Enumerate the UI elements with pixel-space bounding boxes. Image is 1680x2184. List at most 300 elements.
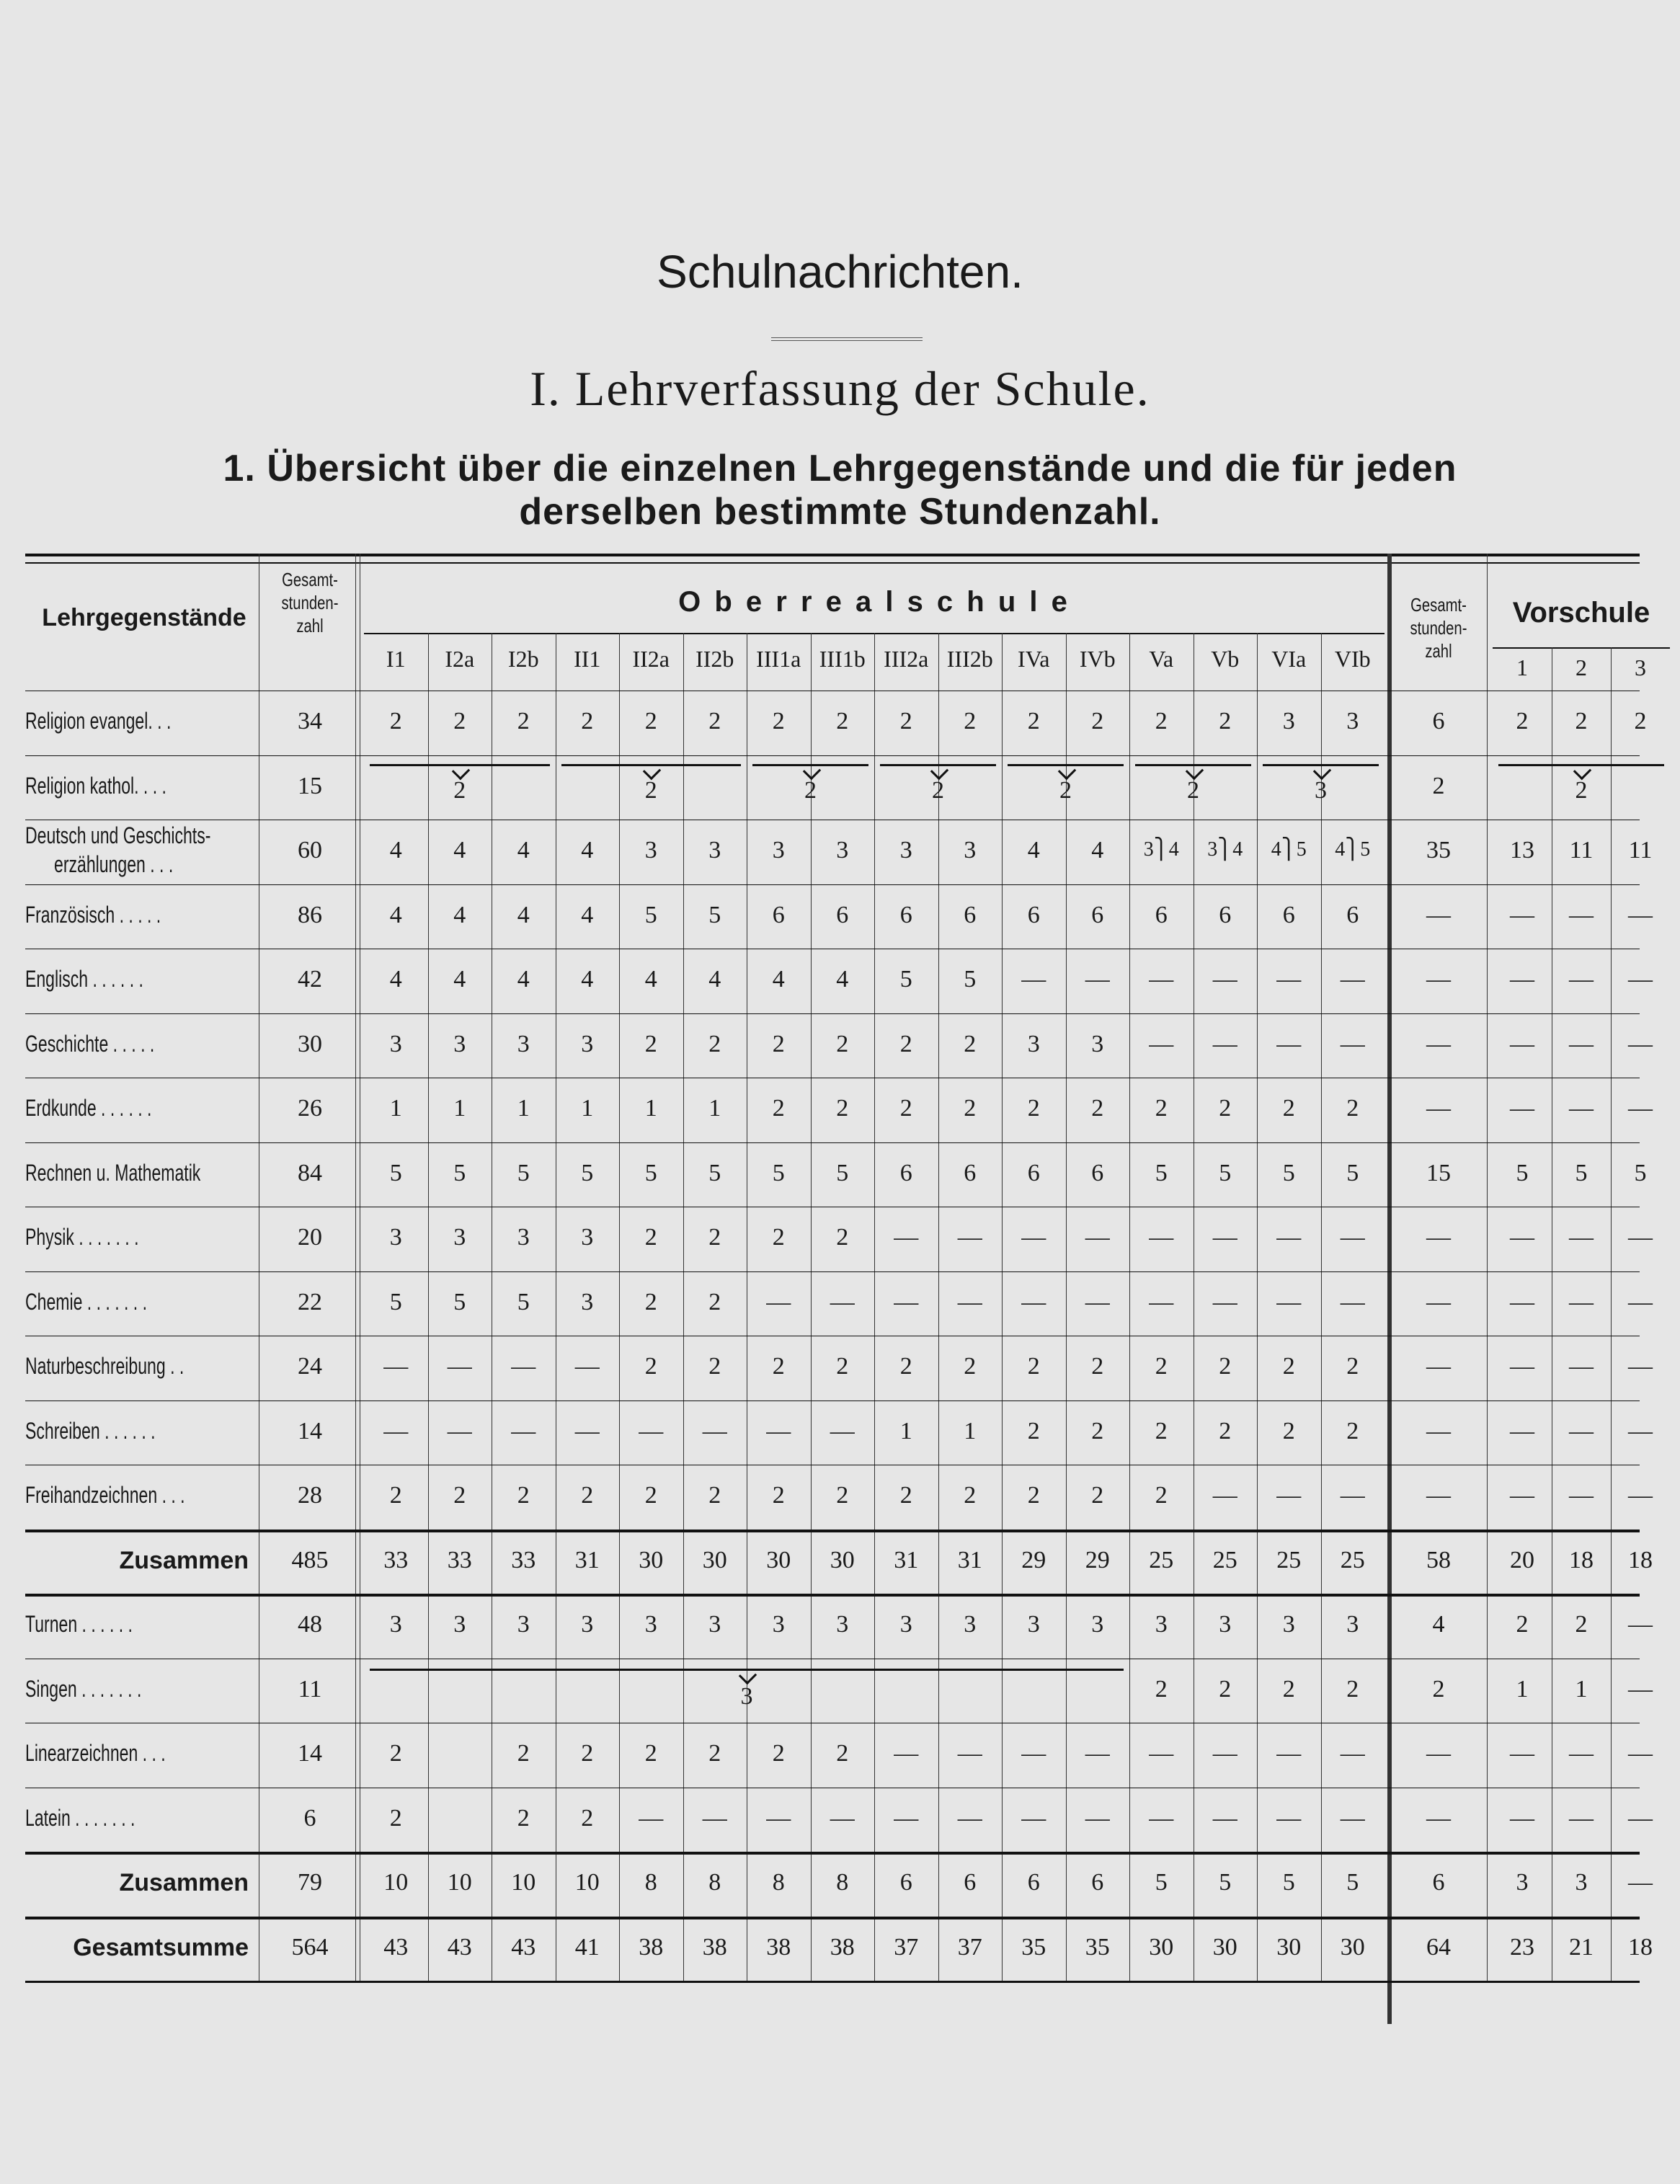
row-cell: 2	[581, 1482, 594, 1509]
row-cell: 2	[899, 1482, 912, 1509]
row-cell: 2	[899, 708, 912, 734]
row-cell: 3	[644, 1611, 657, 1638]
row-cell: 5	[1282, 1869, 1295, 1896]
row-cell: 2	[899, 1353, 912, 1380]
row-vcell: —	[1569, 1353, 1594, 1380]
row-total-2: 2	[1432, 1675, 1445, 1703]
row-cell: 3⎫4	[1143, 838, 1179, 861]
row-total-2: 35	[1426, 837, 1451, 864]
row-cell: 3	[772, 1611, 785, 1638]
row-vcell: —	[1510, 1224, 1534, 1251]
row-cell: —	[1276, 1224, 1302, 1251]
row-cell: —	[1085, 1288, 1110, 1315]
row-cell: 31	[894, 1546, 919, 1573]
row-total-2: —	[1426, 966, 1451, 993]
row-cell: 5	[1346, 1159, 1359, 1186]
header-vclass: 1	[1516, 654, 1528, 680]
row-cell: 6	[1027, 1159, 1040, 1186]
row-cell: 4	[581, 966, 594, 993]
row-cell: 3	[1282, 1611, 1295, 1638]
row-cell: 2	[1027, 1353, 1040, 1380]
row-cell: 2	[836, 1030, 849, 1057]
row-cell: —	[1212, 966, 1237, 993]
row-cell: —	[1212, 1030, 1237, 1057]
row-cell: 3	[389, 1224, 402, 1251]
row-rule	[25, 1530, 1640, 1532]
row-cell: 30	[766, 1546, 791, 1573]
row-rule	[25, 1271, 1640, 1272]
row-rule	[25, 884, 1640, 885]
row-vcell: —	[1569, 1417, 1594, 1444]
header-oberrealschule: O b e r r e a l s c h u l e	[678, 586, 1070, 618]
row-cell: —	[1276, 1804, 1302, 1832]
row-cell: 30	[639, 1546, 664, 1573]
row-cell: 2	[964, 708, 977, 734]
row-cell: 3	[644, 837, 657, 864]
row-vcell: 23	[1510, 1933, 1534, 1961]
group-value: 2	[1059, 776, 1072, 804]
row-rule	[25, 1400, 1640, 1401]
group-brace	[1135, 764, 1251, 766]
header-class: I2b	[507, 646, 539, 672]
row-cell: 37	[957, 1933, 982, 1961]
row-cell: 30	[702, 1546, 727, 1573]
row-cell: 8	[644, 1869, 657, 1896]
row-cell: 2	[1091, 1482, 1104, 1509]
page-title: Schulnachrichten.	[657, 246, 1023, 298]
row-cell: 2	[1155, 1353, 1168, 1380]
row-cell: 2	[836, 708, 849, 734]
row-cell: 4	[772, 966, 785, 993]
row-cell: 2	[964, 1482, 977, 1509]
row-cell: —	[1276, 1030, 1302, 1057]
row-cell: 6	[1027, 1869, 1040, 1896]
row-cell: —	[1021, 1224, 1046, 1251]
row-cell: 2	[644, 1288, 657, 1315]
title-divider	[771, 337, 923, 341]
span-value: 3	[740, 1682, 753, 1710]
row-cell: 2	[453, 708, 466, 734]
row-total: 28	[298, 1482, 322, 1509]
row-cell: 5	[1219, 1869, 1232, 1896]
row-cell: 6	[899, 1869, 912, 1896]
row-vcell: —	[1569, 901, 1594, 928]
row-vcell: —	[1628, 1611, 1653, 1638]
group-value: 2	[644, 776, 657, 804]
row-cell: 2	[1155, 1417, 1168, 1444]
row-total-2: —	[1426, 901, 1451, 928]
row-cell: 3	[772, 837, 785, 864]
span-brace	[370, 1669, 1124, 1671]
row-cell: 2	[772, 1030, 785, 1057]
row-cell: 2	[644, 1353, 657, 1380]
row-cell: —	[702, 1417, 727, 1444]
row-cell: —	[574, 1417, 600, 1444]
row-rule	[25, 1013, 1640, 1014]
row-cell: —	[639, 1417, 664, 1444]
row-cell: —	[894, 1740, 919, 1767]
row-cell: 8	[836, 1869, 849, 1896]
header-class: III1a	[756, 646, 801, 672]
row-total-2: —	[1426, 1224, 1451, 1251]
row-cell: 6	[1155, 901, 1168, 928]
row-cell: —	[894, 1288, 919, 1315]
row-total: 84	[298, 1159, 322, 1186]
header-vorschule: Vorschule	[1512, 597, 1650, 629]
row-cell: 37	[894, 1933, 919, 1961]
row-cell: 2	[1155, 708, 1168, 734]
row-cell: 5	[453, 1288, 466, 1315]
row-cell: 2	[899, 1030, 912, 1057]
row-cell: 1	[708, 1095, 721, 1122]
row-cell: —	[1212, 1482, 1237, 1509]
row-vcell: 2	[1575, 1611, 1588, 1638]
header-class: II1	[574, 646, 601, 672]
row-vcell: —	[1569, 1095, 1594, 1122]
header-total-1	[273, 568, 346, 637]
row-cell: —	[957, 1288, 982, 1315]
header-total-2-line: stunden-	[1410, 617, 1467, 639]
header-class: III2a	[884, 646, 929, 672]
row-total-2: 4	[1432, 1611, 1445, 1638]
row-total-2: 58	[1426, 1546, 1451, 1573]
row-cell: 4	[453, 966, 466, 993]
row-cell: 2	[1282, 1095, 1295, 1122]
row-total: 22	[298, 1288, 322, 1315]
row-vcell: 11	[1569, 837, 1594, 864]
row-cell: 35	[1085, 1933, 1110, 1961]
row-cell: 2	[389, 1740, 402, 1767]
row-cell: 3	[517, 1224, 530, 1251]
header-class: IVa	[1018, 646, 1050, 672]
row-total: 86	[298, 901, 322, 928]
row-vcell: 20	[1510, 1546, 1534, 1573]
row-cell: 2	[1346, 1353, 1359, 1380]
row-total-2: —	[1426, 1740, 1451, 1767]
row-cell: —	[1340, 1482, 1365, 1509]
row-cell: 43	[447, 1933, 472, 1961]
row-vcell: 3	[1516, 1869, 1529, 1896]
table-top-rule	[25, 554, 1640, 556]
row-cell: 25	[1340, 1546, 1365, 1573]
header-class: III1b	[819, 646, 866, 672]
row-cell: 2	[708, 1288, 721, 1315]
row-cell: 2	[836, 1095, 849, 1122]
header-class: II2a	[632, 646, 670, 672]
row-cell: 2	[1091, 1353, 1104, 1380]
row-cell: —	[1085, 1804, 1110, 1832]
row-cell: 4	[517, 901, 530, 928]
row-cell: 10	[574, 1869, 600, 1896]
header-total-1-line: zahl	[296, 615, 324, 636]
row-vcell: 2	[1516, 708, 1529, 734]
row-label: Linearzeichnen . . .	[25, 1740, 166, 1766]
table-bottom-rule	[25, 1981, 1640, 1983]
group-brace	[370, 764, 550, 766]
row-cell: 8	[772, 1869, 785, 1896]
row-total: 26	[298, 1095, 322, 1122]
row-cell: 2	[772, 1353, 785, 1380]
row-cell: —	[1340, 1030, 1365, 1057]
row-vcell: —	[1628, 1224, 1653, 1251]
row-cell: 5	[389, 1159, 402, 1186]
vgroup-brace	[1498, 764, 1664, 766]
row-cell: —	[639, 1804, 664, 1832]
row-total: 42	[298, 966, 322, 993]
row-total-2: —	[1426, 1288, 1451, 1315]
row-cell: 4	[389, 966, 402, 993]
row-label: Chemie . . . . . . .	[25, 1288, 148, 1315]
group-value: 2	[1187, 776, 1199, 804]
row-cell: 38	[702, 1933, 727, 1961]
row-label: Freihandzeichnen . . .	[25, 1482, 185, 1508]
row-cell: 4	[453, 837, 466, 864]
row-cell: 2	[389, 1482, 402, 1509]
row-cell: —	[1021, 1288, 1046, 1315]
table-top-rule-inner	[25, 562, 1640, 564]
row-cell: 3	[581, 1224, 594, 1251]
row-cell: 2	[1155, 1095, 1168, 1122]
row-label: Französisch . . . . .	[25, 901, 161, 928]
row-cell: 4	[581, 901, 594, 928]
row-cell: 5	[453, 1159, 466, 1186]
row-cell: 3	[1346, 1611, 1359, 1638]
row-cell: 2	[772, 708, 785, 734]
row-cell: 3	[964, 1611, 977, 1638]
row-cell: —	[1340, 966, 1365, 993]
row-cell: —	[766, 1804, 791, 1832]
row-cell: 3	[836, 837, 849, 864]
row-cell: 3	[1027, 1030, 1040, 1057]
row-total-2: —	[1426, 1417, 1451, 1444]
column-line	[1487, 554, 1488, 1981]
row-vcell: 2	[1516, 1611, 1529, 1638]
row-cell: 4	[581, 837, 594, 864]
caption-line-2: derselben bestimmte Stundenzahl.	[519, 491, 1161, 533]
row-vcell: 3	[1575, 1869, 1588, 1896]
row-cell: —	[1085, 1740, 1110, 1767]
row-total: 14	[298, 1740, 322, 1767]
header-total-2-line: Gesamt-	[1410, 594, 1467, 616]
row-cell: 4	[836, 966, 849, 993]
row-cell: —	[1149, 1224, 1174, 1251]
row-total-2: —	[1426, 1804, 1451, 1832]
row-cell: 2	[964, 1095, 977, 1122]
row-cell: 2	[1346, 1417, 1359, 1444]
row-cell: 6	[1091, 1869, 1104, 1896]
row-vcell: —	[1628, 1288, 1653, 1315]
row-cell: —	[1340, 1804, 1365, 1832]
header-class: I1	[386, 646, 406, 672]
group-value: 2	[453, 776, 466, 804]
row-total: 564	[291, 1933, 329, 1961]
header-subrule-vorschule	[1493, 647, 1670, 649]
row-cell: 33	[447, 1546, 472, 1573]
row-cell: 4	[644, 966, 657, 993]
header-class: VIa	[1271, 646, 1307, 672]
row-cell: 30	[1340, 1933, 1365, 1961]
row-cell: —	[1149, 966, 1174, 993]
row-vcell: —	[1510, 1288, 1534, 1315]
row-total-2: —	[1426, 1030, 1451, 1057]
row-cell: 2	[517, 1740, 530, 1767]
row-cell: 2	[1091, 1095, 1104, 1122]
row-cell: —	[702, 1804, 727, 1832]
row-cell: 10	[447, 1869, 472, 1896]
row-cell: 6	[1091, 901, 1104, 928]
row-rule	[25, 1917, 1640, 1919]
row-total: 79	[298, 1869, 322, 1896]
row-label: Geschichte . . . . .	[25, 1030, 155, 1057]
header-class: IVb	[1079, 646, 1116, 672]
row-cell: 2	[1282, 1417, 1295, 1444]
row-cell: 5	[1219, 1159, 1232, 1186]
row-vcell: —	[1510, 1095, 1534, 1122]
row-cell: —	[1085, 966, 1110, 993]
row-cell: 38	[766, 1933, 791, 1961]
row-cell: 5	[389, 1288, 402, 1315]
row-cell: —	[447, 1353, 472, 1380]
row-cell: 35	[1021, 1933, 1046, 1961]
row-cell: —	[1085, 1224, 1110, 1251]
row-cell: 43	[383, 1933, 409, 1961]
row-cell: 2	[1219, 1675, 1232, 1703]
row-label: Zusammen	[119, 1869, 249, 1896]
row-label: Naturbeschreibung . .	[25, 1353, 185, 1379]
row-total: 60	[298, 837, 322, 864]
row-cell: 2	[708, 1030, 721, 1057]
row-cell: 6	[899, 901, 912, 928]
row-total: 11	[298, 1675, 322, 1703]
header-vclass: 3	[1635, 654, 1646, 680]
row-cell: —	[574, 1353, 600, 1380]
row-cell: —	[766, 1417, 791, 1444]
row-cell: 5	[836, 1159, 849, 1186]
row-cell: 2	[581, 1740, 594, 1767]
row-cell: —	[1340, 1288, 1365, 1315]
row-label: Schreiben . . . . . .	[25, 1417, 156, 1444]
row-cell: 31	[574, 1546, 600, 1573]
row-vcell: —	[1628, 1740, 1653, 1767]
row-cell: 5	[899, 966, 912, 993]
row-cell: —	[511, 1417, 536, 1444]
row-cell: 2	[772, 1095, 785, 1122]
row-cell: 3	[1219, 1611, 1232, 1638]
row-cell: 33	[511, 1546, 536, 1573]
row-cell: 29	[1021, 1546, 1046, 1573]
row-cell: 2	[1346, 1095, 1359, 1122]
row-cell: 2	[1219, 708, 1232, 734]
row-total: 15	[298, 772, 322, 799]
row-cell: 3	[581, 1288, 594, 1315]
row-cell: 30	[1212, 1933, 1237, 1961]
row-cell: 4	[389, 837, 402, 864]
row-cell: —	[1021, 966, 1046, 993]
row-vcell: —	[1510, 1804, 1534, 1832]
row-cell: 2	[644, 1740, 657, 1767]
row-vcell: —	[1628, 1417, 1653, 1444]
row-total: 14	[298, 1417, 322, 1444]
row-cell: 5	[517, 1288, 530, 1315]
row-cell: —	[957, 1804, 982, 1832]
row-cell: 1	[517, 1095, 530, 1122]
row-vcell: 18	[1628, 1933, 1653, 1961]
header-total-2	[1402, 593, 1475, 662]
row-cell: 6	[964, 1159, 977, 1186]
row-cell: 6	[964, 1869, 977, 1896]
row-cell: 2	[389, 708, 402, 734]
row-vcell: 11	[1628, 837, 1653, 864]
row-cell: —	[383, 1417, 409, 1444]
row-vcell: 18	[1628, 1546, 1653, 1573]
row-vcell: —	[1510, 1417, 1534, 1444]
row-cell: 2	[1027, 1095, 1040, 1122]
row-cell: 2	[772, 1482, 785, 1509]
group-brace	[1263, 764, 1379, 766]
header-class: I2a	[445, 646, 475, 672]
row-cell: —	[957, 1740, 982, 1767]
row-cell: 2	[1091, 708, 1104, 734]
row-rule	[25, 1142, 1640, 1143]
row-total-2: —	[1426, 1353, 1451, 1380]
row-label: Singen . . . . . . .	[25, 1675, 142, 1702]
row-total: 48	[298, 1611, 322, 1638]
row-total-2: —	[1426, 1482, 1451, 1509]
row-cell: 2	[708, 708, 721, 734]
row-cell: 2	[1027, 708, 1040, 734]
row-label: Religion evangel. . .	[25, 708, 172, 734]
row-cell: 5	[964, 966, 977, 993]
row-cell: 38	[639, 1933, 664, 1961]
row-rule	[25, 1594, 1640, 1597]
row-cell: 2	[899, 1095, 912, 1122]
row-cell: 25	[1212, 1546, 1237, 1573]
row-vcell: —	[1628, 966, 1653, 993]
row-cell: 3	[453, 1611, 466, 1638]
row-cell: 2	[964, 1030, 977, 1057]
row-cell: 10	[383, 1869, 409, 1896]
row-cell: 2	[1219, 1353, 1232, 1380]
row-cell: —	[1276, 966, 1302, 993]
row-cell: —	[957, 1224, 982, 1251]
row-vcell: —	[1628, 1353, 1653, 1380]
row-cell: 2	[772, 1740, 785, 1767]
row-vcell: —	[1510, 1740, 1534, 1767]
row-cell: —	[1340, 1224, 1365, 1251]
row-cell: 1	[964, 1417, 977, 1444]
row-cell: 1	[389, 1095, 402, 1122]
row-cell: —	[1276, 1288, 1302, 1315]
row-cell: —	[1149, 1740, 1174, 1767]
row-total-2: 6	[1432, 708, 1445, 734]
row-cell: 2	[644, 1482, 657, 1509]
row-cell: 2	[1219, 1417, 1232, 1444]
row-cell: 25	[1276, 1546, 1302, 1573]
row-cell: —	[1212, 1224, 1237, 1251]
row-cell: 3	[1091, 1611, 1104, 1638]
row-cell: 3⎫4	[1207, 838, 1243, 861]
row-cell: 8	[708, 1869, 721, 1896]
row-label: Physik . . . . . . .	[25, 1224, 139, 1250]
row-total-2: 2	[1432, 772, 1445, 799]
row-cell: 5	[1155, 1159, 1168, 1186]
row-total: 34	[298, 708, 322, 734]
row-cell: 3	[1346, 708, 1359, 734]
row-vcell: 5	[1575, 1159, 1588, 1186]
row-cell: 3	[708, 1611, 721, 1638]
row-label: Zusammen	[119, 1546, 249, 1574]
row-cell: 2	[1027, 1482, 1040, 1509]
